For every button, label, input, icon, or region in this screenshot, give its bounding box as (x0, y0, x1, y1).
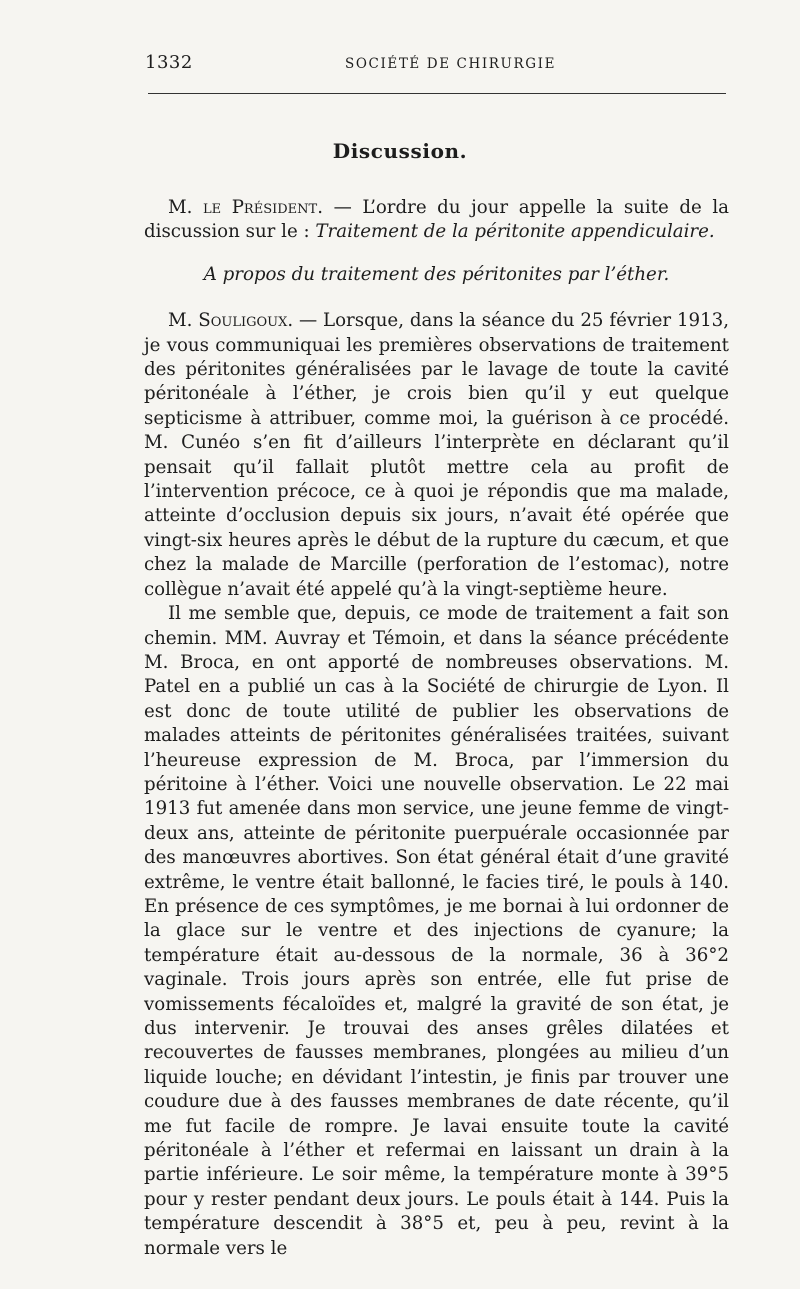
paragraph-president (144, 196, 729, 245)
paragraph-text: — Lorsque, dans la séance du 25 février 1913, je vous communiquai les premières observations de traitement des péritonites généralisées par le lavage de toute la cavité péritonéale à l’éther, je crois bien qu’il y eut quelque septicisme à attribuer, comme moi, la guérison à ce procédé. M. Cunéo s’en fit d’ailleurs l’interprète en déclarant qu’il pensait qu’il fallait plutôt mettre cela au profit de l’intervention précoce, ce à quoi je répondis que ma malade, atteinte d’occlusion depuis six jours, n’avait été opérée que vingt-six heures après le début de la rupture du cæcum, et que chez la malade de Marcille (perforation de l’estomac), notre collègue n’avait été appelé qu’à la vingt-septième heure. (144, 310, 730, 600)
paragraph-souligoux (144, 309, 729, 602)
running-title: SOCIÉTÉ DE CHIRURGIE (345, 56, 557, 72)
subheading: A propos du traitement des péritonites par l’éther. (203, 263, 670, 285)
page-header (145, 48, 727, 78)
header-rule (148, 93, 726, 94)
paragraph-observation: Il me semble que, depuis, ce mode de traitement a fait son chemin. MM. Auvray et Témoin, et dans la séance précédente M. Broca, en ont apporté de nombreuses observations. M. Patel en a publié un cas à la Société de chirurgie de Lyon. Il est donc de toute utilité de publier les observations de malades atteints de péritonites généralisées traitées, suivant l’heureuse expression de M. Broca, par l’immersion du péritoine à l’éther. Voici une nouvelle observation. Le 22 mai 1913 fut amenée dans mon service, une jeune femme de vingt-deux ans, atteinte de péritonite puerpuérale occasionnée par des manœuvres abortives. Son état général était d’une gravité extrême, le ventre était ballonné, le facies tiré, le pouls à 140. En présence de ces symptômes, je me bornai à lui ordonner de la glace sur le ventre et des injections de cyanure; la température était au-dessous de la normale, 36 à 36°2 vaginale. Trois jours après son entrée, elle fut prise de vomissements fécaloïdes et, malgré la gravité de son état, je dus intervenir. Je trouvai des anses grêles dilatées et recouvertes de fausses membranes, plongées au milieu d’un liquide louche; en dévidant l’intestin, je finis par trouver une coudure due à des fausses membranes de date récente, qu’il me fut facile de rompre. Je lavai ensuite toute la cavité péritonéale à l’éther et refermai en laissant un drain à la partie inférieure. Le soir même, la température monte à 39°5 pour y rester pendant deux jours. Le pouls était à 144. Puis la température descendit à 38°5 et, peu à peu, revint à la normale vers le (144, 603, 729, 1259)
speaker-name: M. Souligoux. (168, 310, 294, 332)
paragraph-text: — L’ordre du jour appelle la suite de la discussion sur le : (144, 197, 729, 243)
speaker-name: M. le Président. (168, 197, 323, 218)
discussion-topic: Traitement de la péritonite appendiculaire. (315, 221, 715, 243)
section-title: Discussion. (332, 139, 468, 163)
body-text (144, 196, 729, 1261)
page-number: 1332 (145, 52, 193, 73)
